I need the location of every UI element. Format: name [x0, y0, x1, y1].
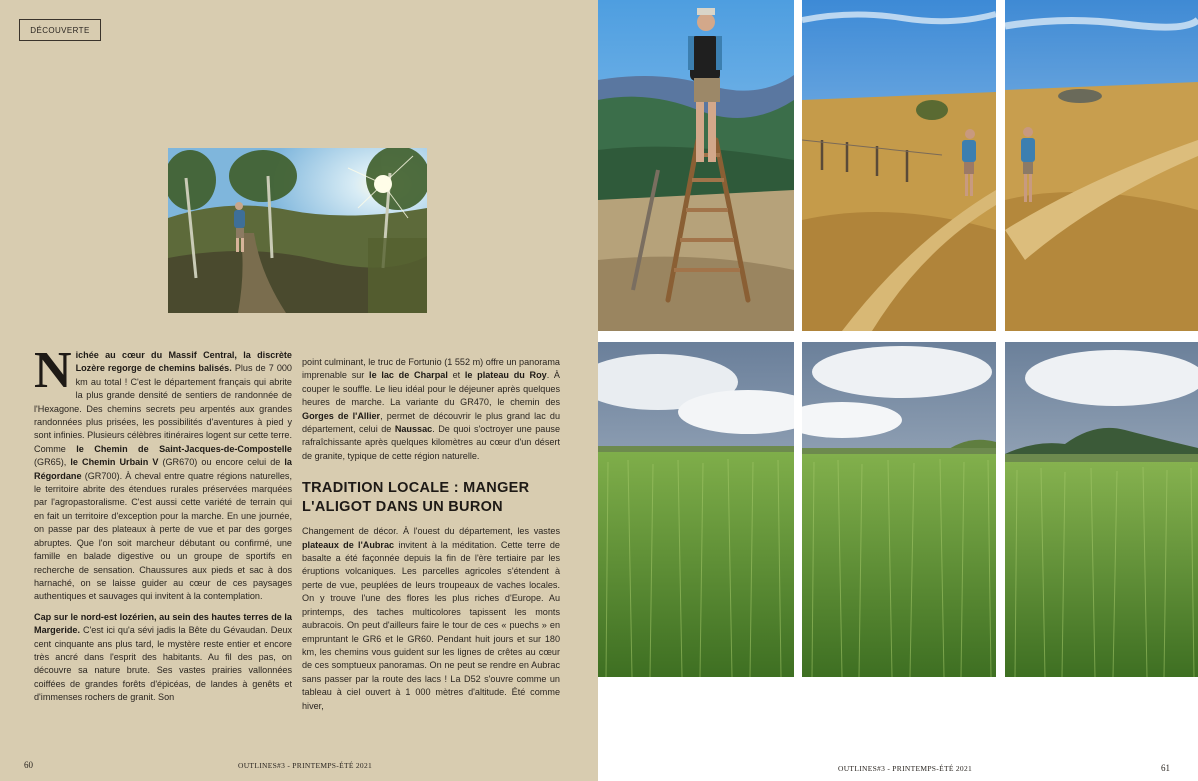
photo-hikers-dry-meadow: [802, 0, 996, 331]
body-text: (GR670) ou encore celui de: [158, 457, 285, 468]
body-text: C'est ici qu'a sévi jadis la Bête du Gévaudan. Deux cent cinquante ans plus tard, le mystère reste entier et encore très ancré dans l'esprit des habitants. Au fil des pas, on découvre sa nature brute. Ses vastes prairies vallonnées coiffées de grandes forêts d'épicéas, de landes à genêts et d'immenses rochers de granit. Son: [34, 625, 292, 703]
place-name: le plateau du Roy: [464, 370, 547, 381]
place-name: le lac de Charpal: [369, 370, 448, 381]
body-text: Changement de décor. À l'ouest du département, les vastes: [302, 526, 560, 537]
place-name: Gorges de l'Allier: [302, 410, 381, 421]
section-subheading: TRADITION LOCALE : MANGER L'ALIGOT DANS UN BURON: [302, 480, 530, 516]
photo-wheat-field-right: [1005, 342, 1198, 677]
magazine-footer-left: OUTLINES#3 - PRINTEMPS-ÉTÉ 2021: [238, 761, 373, 770]
body-text: (GR65),: [34, 457, 71, 468]
body-text: . De quoi s'octroyer une pause rafraîchissante après quelques kilomètres au cœur d'un désert de granite, typique de cette région naturelle.: [302, 424, 561, 461]
body-text: invitent à la méditation. Cette terre de basalte a été façonnée depuis la fin de l'ère tertiaire par les éruptions volcaniques. Les parcelles agricoles s'étendent à perte de vue, peuplées de leurs troupeaux de vaches locales. On y trouve l'une des flores les plus riches d'Europe. Au printemps, des taches multicolores tapissent les monts aubracois. On peut d'ailleurs faire le tour de ces « puechs » en empruntant le GR6 et le GR60. Pendant huit jours et sur 180 km, les chemins vous guident sur les lignes de crêtes au cœur de ces somptueux panoramas. On ne peut se rendre en Aubrac sans passer par la route des lacs ! La D52 s'ouvre comme un tableau à ciel ouvert à 1 000 mètres d'altitude. Été comme hiver,: [302, 539, 560, 711]
body-text: (GR700). À cheval entre quatre régions naturelles, le territoire abrite des étendues rurales préservées marquées par l'agropastoralisme. C'est aussi cette variété de terrain qui en fait un territoire d'exception pour la marche. En une journée, on passe par des plateaux à perte de vue et par des gorges abruptes. Que l'on soit marcheur débutant ou confirmé, une famille en balade digestive ou un groupe de sportifs en recherche de sensation. Chaussures aux pieds et sac à dos harnaché, on se laisse guider au cœur de ces paysages authentiques et sauvages qui invitent à la contemplation.: [34, 470, 292, 602]
left-page: [0, 0, 598, 781]
route-name: le Chemin Urbain V: [70, 457, 159, 468]
page-number-left: 60: [24, 760, 33, 770]
body-text: , permet de découvrir le plus grand lac du département, celui de: [302, 410, 560, 435]
photo-wheat-field-center: [802, 342, 996, 677]
place-name: Naussac: [394, 424, 433, 435]
photo-hiker-on-stile: [598, 0, 794, 331]
page-number-right: 61: [1161, 763, 1170, 773]
body-text: point culminant, le truc de Fortunio (1 552 m) offre un panorama imprenable sur: [302, 357, 560, 381]
magazine-footer-right: OUTLINES#3 - PRINTEMPS-ÉTÉ 2021: [838, 764, 973, 773]
text-column-2: [302, 356, 560, 713]
section-tag: DÉCOUVERTE: [19, 19, 101, 41]
drop-cap: N: [34, 342, 72, 399]
body-text: et: [447, 370, 465, 381]
body-text: . À couper le souffle. Le lieu idéal pour le déjeuner après quelques heures de marche. La variante du GR470, le chemin des: [302, 370, 560, 408]
paragraph-lead: Cap sur le nord-est lozérien, au sein des hautes terres de la Margeride.: [34, 611, 292, 636]
text-column-1: [34, 342, 292, 705]
intro-lead: ichée au cœur du Massif Central, la discrète Lozère regorge de chemins balisés.: [75, 350, 292, 374]
photo-wheat-field-left: [598, 342, 794, 677]
place-name: plateaux de l'Aubrac: [302, 539, 395, 550]
body-text: Plus de 7 000 km au total ! C'est le département français qui abrite la plus grande densité de sentiers de randonnée de l'Hexagone. Des chemins secrets peu arpentés aux grandes randonnées plus prisées, les possibilités d'aventures à pied y sont infinies. Plusieurs célèbres itinéraires logent sur cette terre. Comme: [34, 363, 292, 454]
photo-hiker-grassland-path: [1005, 0, 1198, 331]
route-name: le Chemin de Saint-Jacques-de-Compostelle: [76, 443, 292, 454]
route-name: la Régordane: [34, 457, 292, 481]
photo-hiker-forest-path: [168, 148, 427, 313]
